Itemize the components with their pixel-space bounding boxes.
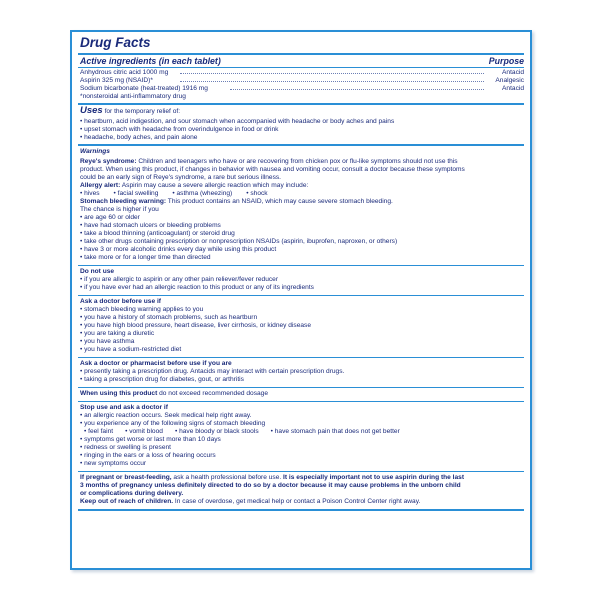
divider bbox=[78, 387, 524, 388]
preg-label: If pregnant or breast-feeding, bbox=[80, 474, 172, 481]
bleed-item: • have had stomach ulcers or bleeding problems bbox=[80, 222, 221, 229]
stop-item: • ringing in the ears or a loss of hearing occurs bbox=[80, 452, 216, 459]
divider bbox=[78, 357, 524, 358]
askdoc-item: • you have a history of stomach problems, such as heartburn bbox=[80, 314, 258, 321]
bleed-item: • are age 60 or older bbox=[80, 214, 140, 221]
whenusing-text: do not exceed recommended dosage bbox=[157, 390, 268, 397]
nsaid-note: *nonsteroidal anti-inflammatory drug bbox=[80, 93, 186, 100]
leader-dots bbox=[180, 73, 484, 74]
allergy-line bbox=[80, 182, 308, 190]
divider bbox=[78, 67, 524, 68]
stop-item: • symptoms get worse or last more than 10 days bbox=[80, 436, 221, 443]
leader-dots bbox=[180, 81, 484, 82]
allergy-text: Aspirin may cause a severe allergic reaction which may include: bbox=[120, 182, 309, 189]
ingredient-purpose: Antacid bbox=[502, 85, 524, 92]
bleed-text: This product contains an NSAID, which may cause severe stomach bleeding. bbox=[166, 198, 393, 205]
drug-facts-panel bbox=[70, 30, 532, 570]
allergy-item: • shock bbox=[246, 190, 268, 197]
allergy-item: • asthma (wheezing) bbox=[172, 190, 233, 197]
askdoc-item: • you are taking a diuretic bbox=[80, 330, 155, 337]
stop-item: • new symptoms occur bbox=[80, 460, 147, 467]
allergy-label: Allergy alert: bbox=[80, 182, 121, 189]
reye-label: Reye's syndrome: bbox=[80, 158, 137, 165]
stop-heading: Stop use and ask a doctor if bbox=[80, 404, 168, 411]
active-header bbox=[80, 56, 524, 66]
uses-line bbox=[80, 106, 180, 117]
allergy-item: • facial swelling bbox=[113, 190, 159, 197]
stop-item: • an allergic reaction occurs. Seek medical help right away. bbox=[80, 412, 252, 419]
allergy-item: • hives bbox=[80, 190, 100, 197]
stop-item: • you experience any of the following signs of stomach bleeding bbox=[80, 420, 266, 427]
ingredient-name: Aspirin 325 mg (NSAID)* bbox=[80, 77, 153, 84]
allergy-items bbox=[80, 190, 268, 198]
divider bbox=[78, 471, 524, 472]
purpose-heading: Purpose bbox=[488, 56, 524, 66]
active-heading: Active ingredients (in each tablet) bbox=[80, 56, 221, 66]
divider bbox=[78, 509, 524, 511]
divider bbox=[78, 103, 524, 105]
ingredient-row bbox=[80, 69, 524, 77]
reye-text: product. When using this product, if changes in behavior with nausea and vomiting occur, consult a doctor because these symptoms bbox=[80, 166, 465, 173]
uses-item: • upset stomach with headache from overindulgence in food or drink bbox=[80, 126, 279, 133]
chance-text: The chance is higher if you bbox=[80, 206, 159, 213]
ingredient-row bbox=[80, 85, 524, 93]
divider bbox=[78, 265, 524, 266]
divider bbox=[78, 295, 524, 296]
leader-dots bbox=[230, 89, 484, 90]
reye-text: Children and teenagers who have or are recovering from chicken pox or flu-like symptoms should not use this bbox=[136, 158, 458, 165]
reye-line bbox=[80, 158, 458, 166]
stop-sign: • have bloody or black stools bbox=[174, 428, 259, 435]
panel-title: Drug Facts bbox=[80, 35, 151, 50]
askdoc-item: • stomach bleeding warning applies to you bbox=[80, 306, 204, 313]
keep-line bbox=[80, 498, 420, 506]
divider bbox=[78, 144, 524, 146]
bleed-item: • have 3 or more alcoholic drinks every day while using this product bbox=[80, 246, 277, 253]
reye-text: could be an early sign of Reye's syndrome, a rare but serious illness. bbox=[80, 174, 282, 181]
donot-item: • if you have ever had an allergic reaction to this product or any of its ingredients bbox=[80, 284, 314, 291]
bleed-item: • take more or for a longer time than directed bbox=[80, 254, 211, 261]
preg-line bbox=[80, 474, 464, 482]
askdoc-heading: Ask a doctor before use if bbox=[80, 298, 161, 305]
ingredient-row bbox=[80, 77, 524, 85]
ingredient-purpose: Antacid bbox=[502, 69, 524, 76]
whenusing-line bbox=[80, 390, 268, 398]
whenusing-label: When using this product bbox=[80, 390, 158, 397]
askdoc-item: • you have asthma bbox=[80, 338, 135, 345]
preg-bold: 3 months of pregnancy unless definitely directed to do so by a doctor because it may cause problems in the unborn child bbox=[80, 482, 461, 489]
askpharm-heading: Ask a doctor or pharmacist before use if you are bbox=[80, 360, 232, 367]
bleed-label: Stomach bleeding warning: bbox=[80, 198, 167, 205]
keep-label: Keep out of reach of children. bbox=[80, 498, 174, 505]
stop-sign: • have stomach pain that does not get better bbox=[270, 428, 400, 435]
ingredient-name: Anhydrous citric acid 1000 mg bbox=[80, 69, 169, 76]
donot-item: • if you are allergic to aspirin or any other pain reliever/fever reducer bbox=[80, 276, 279, 283]
stop-sign: • vomit blood bbox=[125, 428, 163, 435]
bleed-item: • take other drugs containing prescription or nonprescription NSAIDs (aspirin, ibuprofen, naproxen, or others) bbox=[80, 238, 398, 245]
uses-item: • heartburn, acid indigestion, and sour stomach when accompanied with headache or body aches and pains bbox=[80, 118, 395, 125]
askpharm-item: • taking a prescription drug for diabetes, gout, or arthritis bbox=[80, 376, 244, 383]
keep-text: In case of overdose, get medical help or contact a Poison Control Center right away. bbox=[173, 498, 421, 505]
preg-bold: It is especially important not to use aspirin during the last bbox=[281, 474, 465, 481]
divider bbox=[78, 401, 524, 402]
uses-heading: Uses bbox=[80, 105, 103, 116]
preg-bold: or complications during delivery. bbox=[80, 490, 184, 497]
divider bbox=[78, 53, 524, 55]
stop-signs bbox=[84, 428, 400, 436]
donot-heading: Do not use bbox=[80, 268, 115, 275]
askdoc-item: • you have high blood pressure, heart disease, liver cirrhosis, or kidney disease bbox=[80, 322, 312, 329]
stop-sign: • feel faint bbox=[84, 428, 114, 435]
bleed-line bbox=[80, 198, 393, 206]
bleed-item: • take a blood thinning (anticoagulant) or steroid drug bbox=[80, 230, 235, 237]
preg-text: ask a health professional before use. bbox=[171, 474, 282, 481]
ingredient-name: Sodium bicarbonate (heat-treated) 1916 mg bbox=[80, 85, 208, 92]
uses-intro: for the temporary relief of: bbox=[104, 108, 181, 115]
ingredient-purpose: Analgesic bbox=[495, 77, 524, 84]
uses-item: • headache, body aches, and pain alone bbox=[80, 134, 198, 141]
askpharm-item: • presently taking a prescription drug. Antacids may interact with certain prescription drugs. bbox=[80, 368, 345, 375]
askdoc-item: • you have a sodium-restricted diet bbox=[80, 346, 182, 353]
warnings-heading: Warnings bbox=[80, 148, 110, 155]
stop-item: • redness or swelling is present bbox=[80, 444, 171, 451]
